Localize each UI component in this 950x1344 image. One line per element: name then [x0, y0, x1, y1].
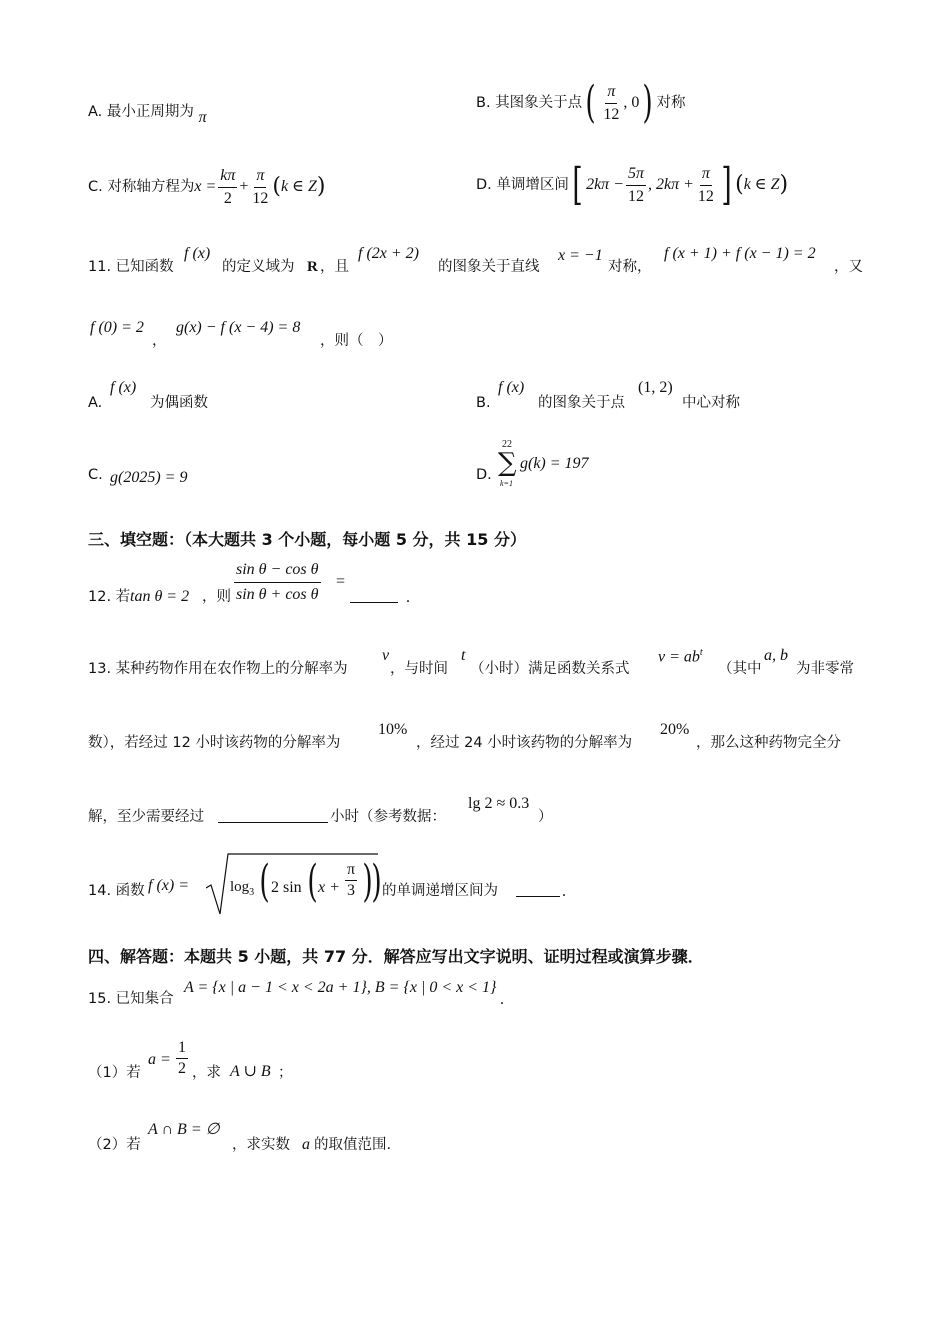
q15-p1-pre: （1）若: [88, 1065, 141, 1081]
q11-a-label: A.: [88, 395, 103, 411]
q10-option-b: B. 其图象关于点 ( $\frac{\pi}{12}$ , 0 ) 对称: [476, 77, 686, 128]
q10-d-a: 2kπ −: [586, 176, 624, 193]
q13-p1: 10%: [378, 721, 408, 738]
q10-c-label: C. 对称轴方程为: [88, 178, 195, 195]
q13-l3b: 小时（参考数据：: [330, 809, 446, 825]
q15-p1-mid: ，求: [192, 1065, 221, 1081]
q13-t: t: [461, 647, 466, 664]
q13-l1e: 为非零常: [796, 661, 854, 677]
q13-line3: [88, 796, 648, 826]
q11-b-text2: 中心对称: [682, 395, 740, 411]
q10-option-a: [88, 104, 207, 126]
q11-d-sum-bottom: k=1: [500, 479, 513, 488]
q11-option-b: [476, 380, 876, 414]
q15-p2-a: a: [302, 1136, 310, 1153]
q10-d-mid: , 2kπ +: [648, 176, 694, 193]
q11-r: R: [307, 259, 318, 275]
q15-sets: A = {x | a − 1 < x < 2a + 1}, B = {x | 0 < x < 1}: [184, 979, 497, 996]
q10-b-after: 对称: [656, 94, 686, 111]
q11-t2: ，且: [320, 259, 349, 275]
q14-two-sin: 2 sin: [271, 879, 302, 896]
q13-l3a: 解，至少需要经过: [88, 809, 204, 825]
q11-b-math: f (x): [498, 379, 525, 396]
q14-fraction: π 3: [347, 861, 356, 899]
q14-x-plus: x +: [318, 879, 340, 896]
q15-p2-pre: （2）若: [88, 1137, 141, 1153]
q14-outer-paren-left: (: [259, 856, 270, 907]
section-3-heading: 三、填空题：（本大题共 3 个小题，每小题 5 分，共 15 分）: [88, 530, 526, 549]
q15-part1: [88, 1040, 408, 1090]
q10-a-math: π: [198, 109, 207, 126]
q11-stem-line1: [88, 246, 868, 276]
q10-b-tail: , 0: [623, 94, 640, 111]
section-4-heading: 四、解答题：本题共 5 小题，共 77 分．解答应写出文字说明、证明过程或演算步骤．: [88, 947, 704, 966]
q11-t1: 的定义域为: [222, 259, 295, 275]
q10-option-c: C. 对称轴方程为 x = $\frac{k\pi}{2}$ + $\frac{\pi}{12}$ ( k ∈ Z ): [88, 166, 326, 207]
q13-l1b: ，与时间: [390, 661, 448, 677]
q12-end: .: [406, 589, 410, 606]
q13-l3c: ）: [538, 809, 553, 825]
q13-l2a: 数），若经过 12 小时该药物的分解率为: [88, 735, 341, 751]
q11-eq2: f (0) = 2: [90, 319, 144, 336]
q11-a-math: f (x): [110, 379, 137, 396]
q12-cond: tan θ = 2: [130, 588, 190, 605]
q11-b-point: (1, 2): [638, 379, 673, 396]
q15-p2-end: 的取值范围.: [314, 1137, 392, 1153]
q11-option-d: [476, 440, 776, 492]
q11-fx: f (x): [184, 245, 211, 262]
q11-t6: ，则（ ）: [320, 333, 393, 349]
q10-b-label: B. 其图象关于点: [476, 94, 583, 111]
q15-p1-expr: A ∪ B: [230, 1063, 271, 1080]
q13-ref: lg 2 ≈ 0.3: [468, 795, 530, 812]
q12-pre: 12. 若: [88, 589, 131, 605]
q11-comma: ，: [152, 333, 167, 349]
q11-b-label: B.: [476, 395, 491, 411]
q13-line2: [88, 722, 878, 752]
q14-inner-paren-left: (: [307, 856, 318, 907]
q10-option-d: D. 单调增区间 [ 2kπ − $\frac{5\pi}{12}$ , 2kπ + $\frac{\pi}{12}$ ] ( k ∈ Z ): [476, 159, 789, 210]
q14-post: 的单调递增区间为: [382, 883, 498, 899]
q15-part2: [88, 1122, 508, 1156]
q14: [88, 850, 588, 920]
q15-p1-fraction: 1 2: [178, 1039, 186, 1077]
q11-f2x: f (2x + 2): [358, 245, 419, 262]
q12: [88, 560, 508, 610]
q14-inner-paren-right: ): [362, 856, 373, 907]
q15-end: .: [500, 991, 504, 1008]
q12-answer-blank[interactable]: [350, 590, 398, 603]
q13-answer-blank[interactable]: [218, 810, 328, 823]
q10-d-frac2: $\frac{\pi}{12}$: [697, 164, 714, 205]
q15-p1-lhs: a =: [148, 1051, 171, 1068]
q10-d-cond: k ∈ Z: [743, 176, 780, 193]
q13-l1d: （其中: [718, 661, 762, 677]
q13-l1a: 13. 某种药物作用在农作物上的分解率为: [88, 661, 348, 677]
q10-c-frac2: $\frac{\pi}{12}$: [252, 166, 269, 207]
q11-option-c: [88, 468, 388, 492]
q15-p1-end: ；: [278, 1065, 293, 1081]
q11-line: x = −1: [558, 247, 603, 264]
q12-eq: =: [336, 573, 346, 590]
q13-p2: 20%: [660, 721, 690, 738]
q10-c-frac1: $\frac{k\pi}{2}$: [220, 166, 236, 207]
q13-l2b: ，经过 24 小时该药物的分解率为: [416, 735, 633, 751]
q10-a-label: A. 最小正周期为: [88, 104, 194, 120]
q10-c-lhs: x =: [194, 178, 217, 195]
q11-b-text1: 的图象关于点: [538, 395, 625, 411]
q14-fx: f (x) =: [148, 877, 189, 894]
q13-ab: a, b: [764, 647, 788, 664]
q11-t5: ，又: [834, 259, 863, 275]
q14-answer-blank[interactable]: [516, 884, 560, 897]
q13-line1: [88, 648, 878, 678]
q11-a-text: 为偶函数: [150, 395, 208, 411]
q11-c-math: g(2025) = 9: [110, 469, 188, 486]
q14-log: $\log_3$: [230, 879, 255, 898]
q11-t3: 的图象关于直线: [438, 259, 540, 275]
q15-p2-expr: A ∩ B = ∅: [148, 1121, 220, 1138]
q11-d-sum-top: 22: [502, 439, 512, 450]
q11-d-label: D.: [476, 467, 492, 483]
q13-v: v: [382, 647, 390, 664]
q14-end: .: [562, 883, 566, 900]
q10-c-cond: k ∈ Z: [281, 178, 317, 195]
q14-pre: 14. 函数: [88, 883, 145, 899]
q15-stem: [88, 980, 608, 1010]
q11-d-sum-symbol: ∑: [498, 448, 517, 478]
q13-l2c: ，那么这种药物完全分: [696, 735, 841, 751]
q11-t4: 对称，: [608, 259, 652, 275]
q13-l1c: （小时）满足函数关系式: [470, 661, 630, 677]
q10-b-fraction: $\frac{\pi}{12}$: [603, 82, 620, 123]
q11-eq1: f (x + 1) + f (x − 1) = 2: [664, 245, 816, 262]
q12-mid: ，则: [202, 589, 231, 605]
q13-formula: $v = ab^t$: [658, 647, 703, 666]
q11-pre: 11. 已知函数: [88, 259, 174, 275]
q12-fraction: sin θ − cos θ sin θ + cos θ: [236, 561, 319, 603]
q11-d-math: g(k) = 197: [520, 455, 589, 472]
q11-eq3: g(x) − f (x − 4) = 8: [176, 319, 301, 336]
q10-d-label: D. 单调增区间: [476, 176, 569, 193]
q11-stem-line2: [88, 320, 488, 350]
q11-c-label: C.: [88, 467, 103, 483]
q14-outer-paren-right: ): [371, 856, 382, 907]
q10-d-frac1: $\frac{5\pi}{12}$: [627, 164, 644, 205]
q15-pre: 15. 已知集合: [88, 991, 174, 1007]
q11-option-a: [88, 380, 388, 414]
q15-p2-text: ，求实数: [232, 1137, 290, 1153]
